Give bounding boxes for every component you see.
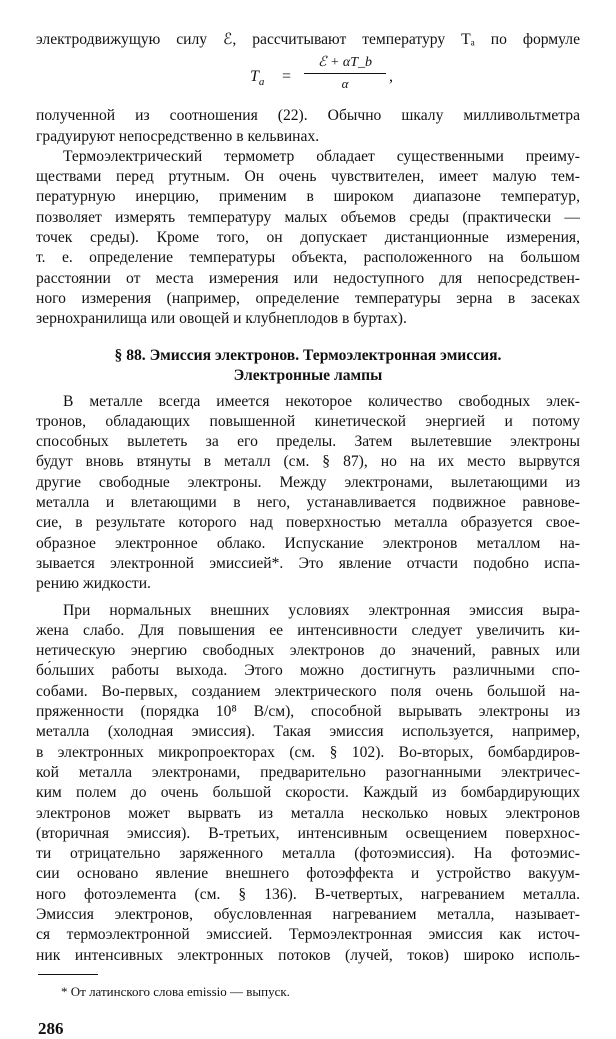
formula-fraction [304, 54, 386, 92]
text-line: пературную инерцию, применим в широком диапазоне температур, [36, 188, 580, 206]
text-line: ного измерения (например, определение температуры зерна в засеках [36, 289, 580, 307]
text-line: точек среды). Кроме того, он допускает дистанционные измерения, [36, 229, 580, 247]
paragraph-4 [36, 601, 580, 966]
text-line: пряженности (порядка 10⁸ В/см), способной вырывать электроны из [36, 703, 580, 721]
text-line: ного фотоэлемента (см. § 136). В-четвертых, нагреванием металла. [36, 885, 580, 903]
paragraph-2 [36, 147, 580, 330]
text-line: зернохранилища или овощей и клубнеплодов в буртах). [36, 310, 407, 328]
formula-numerator: ℰ + αT_b [317, 55, 373, 71]
text-line: сие, в результате которого над поверхностью металла образуется свое- [36, 514, 580, 532]
text-line: ществами перед ртутным. Он очень чувствителен, имеет малую тем- [36, 168, 580, 186]
text-line: расстоянии от места измерения или недоступного для непосредствен- [36, 269, 580, 287]
text-line: (вторичная эмиссия). В-третьих, интенсивным освещением поверхнос- [36, 824, 580, 842]
text-line: образное электронное облако. Испускание электронов металлом на- [36, 534, 580, 552]
formula-comma: , [389, 68, 393, 86]
fraction-bar [304, 73, 386, 74]
text-line: градуируют непосредственно в кельвинах. [36, 127, 320, 145]
text-line: тронов, обладающих повышенной кинетической энергией и потому [36, 412, 580, 430]
formula-lhs: $T_a$ [250, 68, 265, 89]
text-line: ник интенсивных электронных потоков (лучей, токов) широко исполь- [36, 946, 580, 964]
text-line: другие свободные электроны. Между электронами, вылетающими из [36, 473, 580, 491]
text-line: позволяет измерять температуру малых объемов среды (практически — [36, 208, 580, 226]
formula-equals: = [282, 68, 292, 86]
text-line: ким полем до очень большой скорости. Каждый из бомбардирующих [36, 784, 580, 802]
text-line: бо́льших работы выхода. Этого можно достигнуть различными спо- [36, 662, 580, 680]
footnote: * От латинского слова emissio — выпуск. [61, 983, 290, 999]
text-line: В металле всегда имеется некоторое количество свободных элек- [63, 392, 580, 410]
paragraph-3 [36, 392, 580, 595]
text-line: рению жидкости. [36, 575, 151, 593]
text-line: кой металла электронами, предварительно разогнанными электричес- [36, 763, 580, 781]
page-number: 286 [38, 1018, 64, 1038]
section-heading [36, 346, 580, 386]
text-line: т. е. определение температуры объекта, расположенного на большом [36, 249, 580, 267]
heading-line: § 88. Эмиссия электронов. Термоэлектронная эмиссия. [114, 346, 502, 364]
text-line: собами. Во-первых, созданием электрического поля очень большой на- [36, 682, 580, 700]
text-line: жена слабо. Для повышения ее интенсивности следует увеличить ки- [36, 621, 580, 639]
text-line: Эмиссия электронов, обусловленная нагреванием металла, называет- [36, 905, 580, 923]
heading-line: Электронные лампы [233, 366, 383, 384]
paragraph-1 [36, 106, 580, 147]
text-line: металла и влетающими в него, устанавливается подвижное равнове- [36, 494, 580, 512]
text-line: будут вновь втянуты в металл (см. § 87), но на их место вырвутся [36, 453, 580, 471]
text-line: сии основано явление внешнего фотоэффекта и устройство вакуум- [36, 865, 580, 883]
formula-ta [36, 50, 580, 106]
text-line: металла (холодная эмиссия). Такая эмиссия используется, например, [36, 723, 580, 741]
text-line: зывается электронной эмиссией*. Это явление отчасти подобно испа- [36, 554, 580, 572]
text-line: электродвижущую силу ℰ, рассчитывают температуру Tₐ по формуле [36, 31, 580, 48]
text-line: При нормальных внешних условиях электронная эмиссия выра- [63, 601, 580, 619]
text-line: электронов может вырвать из металла несколько новых электронов [36, 804, 580, 822]
text-line: Термоэлектрический термометр обладает существенными преиму- [63, 147, 580, 165]
text-line: в электронных микропроекторах (см. § 102). Во-вторых, бомбардиров- [36, 743, 580, 761]
text-line: ти отрицательно заряженного металла (фотоэмиссия). На фотоэмис- [36, 845, 580, 863]
formula-denominator: α [341, 76, 349, 92]
text-line: ся термоэлектронной эмиссией. Термоэлектронная эмиссия как источ- [36, 926, 580, 944]
text-line: нетическую энергию свободных электронов до значений, равных или [36, 642, 580, 660]
text-line: способных вылететь за его пределы. Затем вылетевшие электроны [36, 433, 580, 451]
text-line: полученной из соотношения (22). Обычно шкалу милливольтметра [36, 107, 580, 125]
footnote-divider [38, 974, 98, 975]
